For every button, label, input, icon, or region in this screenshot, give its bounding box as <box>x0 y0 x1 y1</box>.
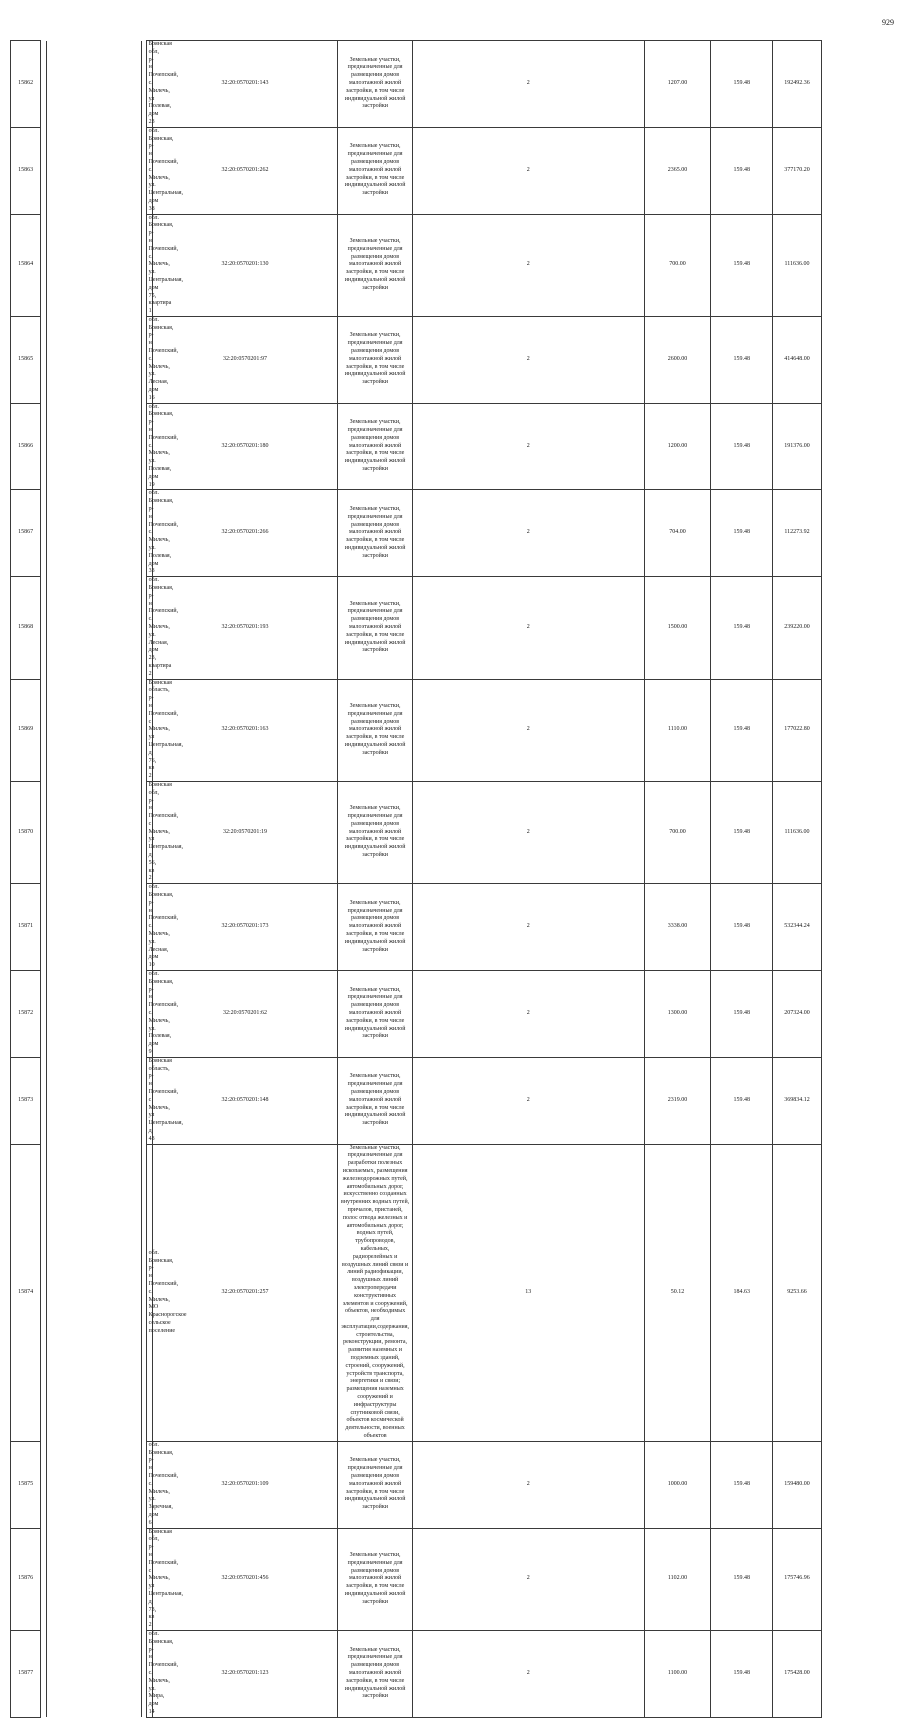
specific-value-cell: 159.48 <box>711 1057 773 1144</box>
group-cell: 2 <box>412 577 644 679</box>
blank-cell <box>47 781 141 883</box>
cadastral-value-cell: 9253.66 <box>773 1144 821 1441</box>
cadastral-number-cell: 32:20:0570201:262 <box>152 127 338 214</box>
row-number-cell: 15863 <box>11 127 41 214</box>
table-row <box>11 41 884 128</box>
cadastral-number-cell: 32:20:0570201:148 <box>152 1057 338 1144</box>
table-row <box>11 1144 884 1441</box>
address-cell: Брянская обл, р-н Почепский, с Милечь, ул Центральная, д 73, кв 2 <box>146 1528 152 1630</box>
group-cell: 2 <box>412 971 644 1058</box>
group-cell: 2 <box>412 781 644 883</box>
table-row <box>11 1441 884 1528</box>
table-row <box>11 1630 884 1717</box>
cadastral-number-cell: 32:20:0570201:123 <box>152 1630 338 1717</box>
cadastral-number-cell: 32:20:0570201:19 <box>152 781 338 883</box>
group-cell: 2 <box>412 403 644 490</box>
specific-value-cell: 159.48 <box>711 1528 773 1630</box>
address-cell: обл. Брянская, р-н Почепский, с. Милечь, МО Краснорогское сельское поселение <box>146 1144 152 1441</box>
specific-value-cell: 159.48 <box>711 971 773 1058</box>
address-cell: Брянская обл, р-н Почепский, с. Милечь, ул Полевая, дом 23 <box>146 41 152 128</box>
land-use-purpose-cell: Земельные участки, предназначенные для размещения домов малоэтажной жилой застройки, в том числе индивидуальной жилой застройки <box>338 316 412 403</box>
row-number-cell: 15874 <box>11 1144 41 1441</box>
land-use-purpose-cell: Земельные участки, предназначенные для размещения домов малоэтажной жилой застройки, в том числе индивидуальной жилой застройки <box>338 1441 412 1528</box>
specific-value-cell: 184.63 <box>711 1144 773 1441</box>
cadastral-value-cell: 191376.00 <box>773 403 821 490</box>
blank-cell <box>47 127 141 214</box>
cadastral-value-cell: 239220.00 <box>773 577 821 679</box>
blank-cell <box>47 971 141 1058</box>
cadastral-number-cell: 32:20:0570201:143 <box>152 41 338 128</box>
group-cell: 2 <box>412 41 644 128</box>
row-number-cell: 15871 <box>11 884 41 971</box>
land-use-purpose-cell: Земельные участки, предназначенные для размещения домов малоэтажной жилой застройки, в том числе индивидуальной жилой застройки <box>338 214 412 316</box>
group-cell: 2 <box>412 1441 644 1528</box>
blank-cell <box>47 490 141 577</box>
land-use-purpose-cell: Земельные участки, предназначенные для размещения домов малоэтажной жилой застройки, в том числе индивидуальной жилой застройки <box>338 971 412 1058</box>
cadastral-number-cell: 32:20:0570201:257 <box>152 1144 338 1441</box>
cadastral-value-cell: 111636.00 <box>773 781 821 883</box>
area-cell: 1000.00 <box>644 1441 710 1528</box>
land-use-purpose-cell: Земельные участки, предназначенные для размещения домов малоэтажной жилой застройки, в том числе индивидуальной жилой застройки <box>338 679 412 781</box>
specific-value-cell: 159.48 <box>711 127 773 214</box>
cadastral-value-cell: 369834.12 <box>773 1057 821 1144</box>
row-number-cell: 15867 <box>11 490 41 577</box>
table-row <box>11 781 884 883</box>
area-cell: 1300.00 <box>644 971 710 1058</box>
group-cell: 2 <box>412 1630 644 1717</box>
land-use-purpose-cell: Земельные участки, предназначенные для размещения домов малоэтажной жилой застройки, в том числе индивидуальной жилой застройки <box>338 781 412 883</box>
cadastral-number-cell: 32:20:0570201:180 <box>152 403 338 490</box>
table-row <box>11 316 884 403</box>
area-cell: 2319.00 <box>644 1057 710 1144</box>
table-row <box>11 403 884 490</box>
cadastral-value-cell: 414648.00 <box>773 316 821 403</box>
cadastral-number-cell: 32:20:0570201:173 <box>152 884 338 971</box>
area-cell: 1110.00 <box>644 679 710 781</box>
row-number-cell: 15872 <box>11 971 41 1058</box>
table-row <box>11 1057 884 1144</box>
specific-value-cell: 159.48 <box>711 577 773 679</box>
table-row <box>11 214 884 316</box>
table-row <box>11 971 884 1058</box>
cadastral-value-cell: 111636.00 <box>773 214 821 316</box>
cadastral-value-table <box>10 40 884 1718</box>
specific-value-cell: 159.48 <box>711 490 773 577</box>
blank-cell <box>47 1528 141 1630</box>
group-cell: 2 <box>412 316 644 403</box>
blank-cell <box>47 1630 141 1717</box>
row-number-cell: 15873 <box>11 1057 41 1144</box>
page-number: 929 <box>882 18 894 27</box>
specific-value-cell: 159.48 <box>711 41 773 128</box>
address-cell: обл. Брянская, р-н Почепский, с. Милечь, ул. Центральная, дом 75, квартира 1 <box>146 214 152 316</box>
land-use-purpose-cell: Земельные участки, предназначенные для размещения домов малоэтажной жилой застройки, в том числе индивидуальной жилой застройки <box>338 1528 412 1630</box>
specific-value-cell: 159.48 <box>711 214 773 316</box>
area-cell: 700.00 <box>644 214 710 316</box>
row-number-cell: 15870 <box>11 781 41 883</box>
address-cell: обл. Брянская, р-н Почепский, с. Милечь, ул. Лесная, дом 10 <box>146 884 152 971</box>
table-row <box>11 884 884 971</box>
specific-value-cell: 159.48 <box>711 884 773 971</box>
cadastral-number-cell: 32:20:0570201:62 <box>152 971 338 1058</box>
cadastral-number-cell: 32:20:0570201:163 <box>152 679 338 781</box>
area-cell: 1102.00 <box>644 1528 710 1630</box>
table-row <box>11 1528 884 1630</box>
area-cell: 50.12 <box>644 1144 710 1441</box>
cadastral-value-cell: 112273.92 <box>773 490 821 577</box>
blank-cell <box>47 1441 141 1528</box>
cadastral-number-cell: 32:20:0570201:109 <box>152 1441 338 1528</box>
address-cell: обл. Брянская, р-н Почепский, с. Милечь, ул. Полевая, дом 9 <box>146 971 152 1058</box>
cadastral-value-cell: 175746.96 <box>773 1528 821 1630</box>
address-cell: обл. Брянская, р-н Почепский, с. Милечь, ул. Полевая, дом 19 <box>146 403 152 490</box>
land-use-purpose-cell: Земельные участки, предназначенные для размещения домов малоэтажной жилой застройки, в том числе индивидуальной жилой застройки <box>338 1630 412 1717</box>
land-use-purpose-cell: Земельные участки, предназначенные для размещения домов малоэтажной жилой застройки, в том числе индивидуальной жилой застройки <box>338 1057 412 1144</box>
area-cell: 1500.00 <box>644 577 710 679</box>
specific-value-cell: 159.48 <box>711 781 773 883</box>
address-cell: обл. Брянская, р-н Почепский, с. Милечь, ул. Мира, дом 14 <box>146 1630 152 1717</box>
blank-cell <box>47 679 141 781</box>
specific-value-cell: 159.48 <box>711 403 773 490</box>
specific-value-cell: 159.48 <box>711 1630 773 1717</box>
area-cell: 700.00 <box>644 781 710 883</box>
specific-value-cell: 159.48 <box>711 679 773 781</box>
blank-cell <box>47 1144 141 1441</box>
group-cell: 2 <box>412 214 644 316</box>
address-cell: обл. Брянская, р-н Почепский, с. Милечь, ул. Центральная, дом 38 <box>146 127 152 214</box>
cadastral-value-cell: 207324.00 <box>773 971 821 1058</box>
area-cell: 2600.00 <box>644 316 710 403</box>
area-cell: 704.00 <box>644 490 710 577</box>
row-number-cell: 15868 <box>11 577 41 679</box>
area-cell: 1200.00 <box>644 403 710 490</box>
address-cell: Брянская область, р-н Почепский, с Милечь, ул Центральная, д 76, кв 2 <box>146 679 152 781</box>
cadastral-value-cell: 192492.36 <box>773 41 821 128</box>
blank-cell <box>47 403 141 490</box>
address-cell: обл. Брянская, р-н Почепский, с. Милечь, ул. Лесная, дом 23, квартира 2 <box>146 577 152 679</box>
table-row <box>11 679 884 781</box>
address-cell: Брянская обл, р-н Почепский, с Милечь, ул Центральная, д 56, кв 2 <box>146 781 152 883</box>
group-cell: 2 <box>412 490 644 577</box>
address-cell: обл. Брянская, р-н Почепский, с. Милечь, ул. Лесная, дом 16 <box>146 316 152 403</box>
row-number-cell: 15862 <box>11 41 41 128</box>
row-number-cell: 15865 <box>11 316 41 403</box>
blank-cell <box>47 577 141 679</box>
table-body <box>11 41 884 1718</box>
blank-cell <box>47 1057 141 1144</box>
cadastral-number-cell: 32:20:0570201:193 <box>152 577 338 679</box>
table-row <box>11 490 884 577</box>
group-cell: 2 <box>412 1057 644 1144</box>
blank-cell <box>47 884 141 971</box>
land-use-purpose-cell: Земельные участки, предназначенные для размещения домов малоэтажной жилой застройки, в том числе индивидуальной жилой застройки <box>338 490 412 577</box>
cadastral-value-cell: 159480.00 <box>773 1441 821 1528</box>
cadastral-value-cell: 175428.00 <box>773 1630 821 1717</box>
land-use-purpose-cell: Земельные участки, предназначенные для размещения домов малоэтажной жилой застройки, в том числе индивидуальной жилой застройки <box>338 403 412 490</box>
address-cell: Брянская область, р-н Почепский, с Милечь, ул Центральная, д 43 <box>146 1057 152 1144</box>
row-number-cell: 15876 <box>11 1528 41 1630</box>
table-row <box>11 577 884 679</box>
cadastral-value-cell: 532344.24 <box>773 884 821 971</box>
address-cell: обл. Брянская, р-н Почепский, с. Милечь, ул. Полевая, дом 33 <box>146 490 152 577</box>
land-use-purpose-cell: Земельные участки, предназначенные для размещения домов малоэтажной жилой застройки, в том числе индивидуальной жилой застройки <box>338 127 412 214</box>
group-cell: 2 <box>412 127 644 214</box>
specific-value-cell: 159.48 <box>711 1441 773 1528</box>
blank-cell <box>47 316 141 403</box>
cadastral-number-cell: 32:20:0570201:266 <box>152 490 338 577</box>
land-use-purpose-cell: Земельные участки, предназначенные для размещения домов малоэтажной жилой застройки, в том числе индивидуальной жилой застройки <box>338 41 412 128</box>
specific-value-cell: 159.48 <box>711 316 773 403</box>
cadastral-number-cell: 32:20:0570201:130 <box>152 214 338 316</box>
group-cell: 2 <box>412 679 644 781</box>
blank-cell <box>47 214 141 316</box>
group-cell: 2 <box>412 1528 644 1630</box>
area-cell: 1100.00 <box>644 1630 710 1717</box>
blank-cell <box>47 41 141 128</box>
group-cell: 2 <box>412 884 644 971</box>
row-number-cell: 15864 <box>11 214 41 316</box>
cadastral-number-cell: 32:20:0570201:456 <box>152 1528 338 1630</box>
row-number-cell: 15875 <box>11 1441 41 1528</box>
area-cell: 1207.00 <box>644 41 710 128</box>
cadastral-number-cell: 32:20:0570201:97 <box>152 316 338 403</box>
land-use-purpose-cell: Земельные участки, предназначенные для размещения домов малоэтажной жилой застройки, в том числе индивидуальной жилой застройки <box>338 577 412 679</box>
area-cell: 2365.00 <box>644 127 710 214</box>
area-cell: 3338.00 <box>644 884 710 971</box>
row-number-cell: 15877 <box>11 1630 41 1717</box>
cadastral-value-cell: 177022.80 <box>773 679 821 781</box>
land-use-purpose-cell: Земельные участки, предназначенные для разработки полезных ископаемых, размещения железнодорожных путей, автомобильных дорог, искусственно созданных внутренних водных путей, причалов, пристаней, полос отвода железных и автомобильных дорог, водных путей, трубопроводов, кабельных, радиорелейных и воздушных линий связи и линий радиофикации, воздушных линий электропередачи конструктивных элементов и сооружений, объектов, необходимых для эксплуатации,содержания, строительства, реконструкции, ремонта, развития наземных и подземных зданий, строений, сооружений, устройств транспорта, энергетики и связи; размещения наземных сооружений и инфраструктуры спутниковой связи, объектов космической деятельности, военных объектов <box>338 1144 412 1441</box>
table-row <box>11 127 884 214</box>
row-number-cell: 15869 <box>11 679 41 781</box>
cadastral-value-cell: 377170.20 <box>773 127 821 214</box>
row-number-cell: 15866 <box>11 403 41 490</box>
address-cell: обл. Брянская, р-н Почепский, с. Милечь, ул. Заречная, дом 6 <box>146 1441 152 1528</box>
land-use-purpose-cell: Земельные участки, предназначенные для размещения домов малоэтажной жилой застройки, в том числе индивидуальной жилой застройки <box>338 884 412 971</box>
group-cell: 13 <box>412 1144 644 1441</box>
